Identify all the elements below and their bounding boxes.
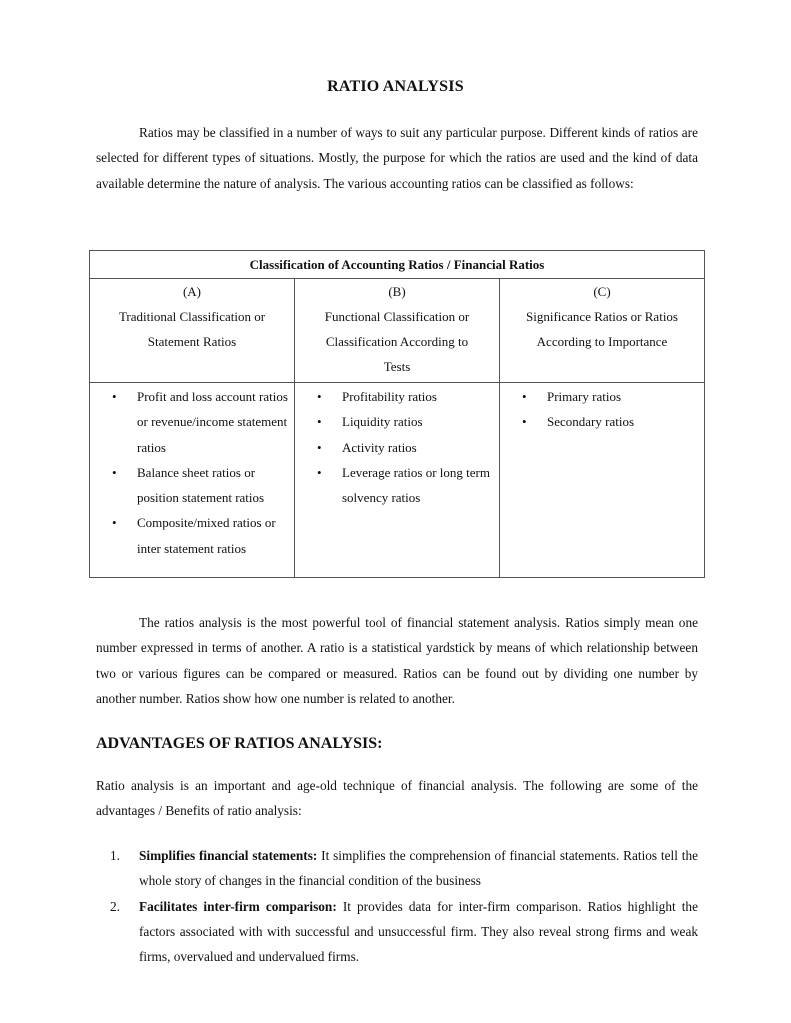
list-item xyxy=(110,894,698,970)
column-a-list-cell xyxy=(90,383,295,578)
column-title-line: Tests xyxy=(383,359,411,374)
column-letter: (A) xyxy=(182,284,202,299)
intro-paragraph: Ratios may be classified in a number of ways to suit any particular purpose. Different kinds of ratios are selected for different types of situations. Mostly, the purpose for which the ratios are used and the kind of data available determine the nature of analysis. The various accounting ratios can be classified as follows: xyxy=(96,125,698,191)
list-item: • Profitability ratios xyxy=(317,384,499,409)
advantage-text: It provides data for inter-firm comparison. Ratios highlight the factors associated with with successful and unsuccessful firm. They also reveal strong firms and weak firms, overvalued and undervalued firms. xyxy=(139,898,698,965)
column-b-list xyxy=(295,384,499,510)
list-item: • Activity ratios xyxy=(317,435,499,460)
column-c-list xyxy=(500,384,704,435)
list-item xyxy=(110,843,698,894)
column-b-list-cell xyxy=(295,383,500,578)
column-title-line: Statement Ratios xyxy=(147,334,237,349)
list-item: • Primary ratios xyxy=(522,384,704,409)
column-c-list-cell xyxy=(500,383,705,578)
column-a-heading xyxy=(90,279,295,383)
advantages-list xyxy=(110,843,698,969)
column-letter: (C) xyxy=(593,284,611,299)
list-item: • Profit and loss account ratios or revenue/income statement ratios xyxy=(112,384,294,460)
list-item: • Secondary ratios xyxy=(522,409,704,434)
advantage-title: Simplifies financial statements: xyxy=(139,848,318,863)
column-title-line: Functional Classification or xyxy=(324,309,470,324)
column-title-line: Significance Ratios or Ratios xyxy=(525,309,678,324)
column-title-line: According to Importance xyxy=(536,334,668,349)
classification-table xyxy=(89,250,705,578)
page-title: RATIO ANALYSIS xyxy=(327,78,464,95)
list-item: • Leverage ratios or long term solvency ratios xyxy=(317,460,499,511)
list-item: • Liquidity ratios xyxy=(317,409,499,434)
list-number: 2. xyxy=(110,898,120,914)
list-number: 1. xyxy=(110,848,120,863)
column-title-line: Traditional Classification or xyxy=(118,309,266,324)
list-item: • Balance sheet ratios or position statement ratios xyxy=(112,460,294,511)
list-item: • Composite/mixed ratios or inter statement ratios xyxy=(112,510,294,561)
ratios-paragraph: The ratios analysis is the most powerful tool of financial statement analysis. Ratios simply mean one number expressed in terms of another. A ratio is a statistical yardstick by means of which relationship between two or various figures can be compared or measured. Ratios can be found out by dividing one number by another number. Ratios show how one number is related to another. xyxy=(96,615,698,706)
advantage-title: Facilitates inter-firm comparison: xyxy=(139,898,337,914)
table-header: Classification of Accounting Ratios / Financial Ratios xyxy=(90,251,705,279)
column-b-heading xyxy=(295,279,500,383)
advantages-intro-paragraph: Ratio analysis is an important and age-old technique of financial analysis. The following are some of the advantages / Benefits of ratio analysis: xyxy=(96,778,698,819)
column-title-line: Classification According to xyxy=(325,334,469,349)
column-c-heading xyxy=(500,279,705,383)
column-letter: (B) xyxy=(388,284,406,299)
advantages-heading: ADVANTAGES OF RATIOS ANALYSIS: xyxy=(96,735,383,752)
column-a-list xyxy=(90,384,294,561)
advantage-text: It simplifies the comprehension of financial statements. Ratios tell the whole story of changes in the financial condition of the business xyxy=(139,848,698,889)
